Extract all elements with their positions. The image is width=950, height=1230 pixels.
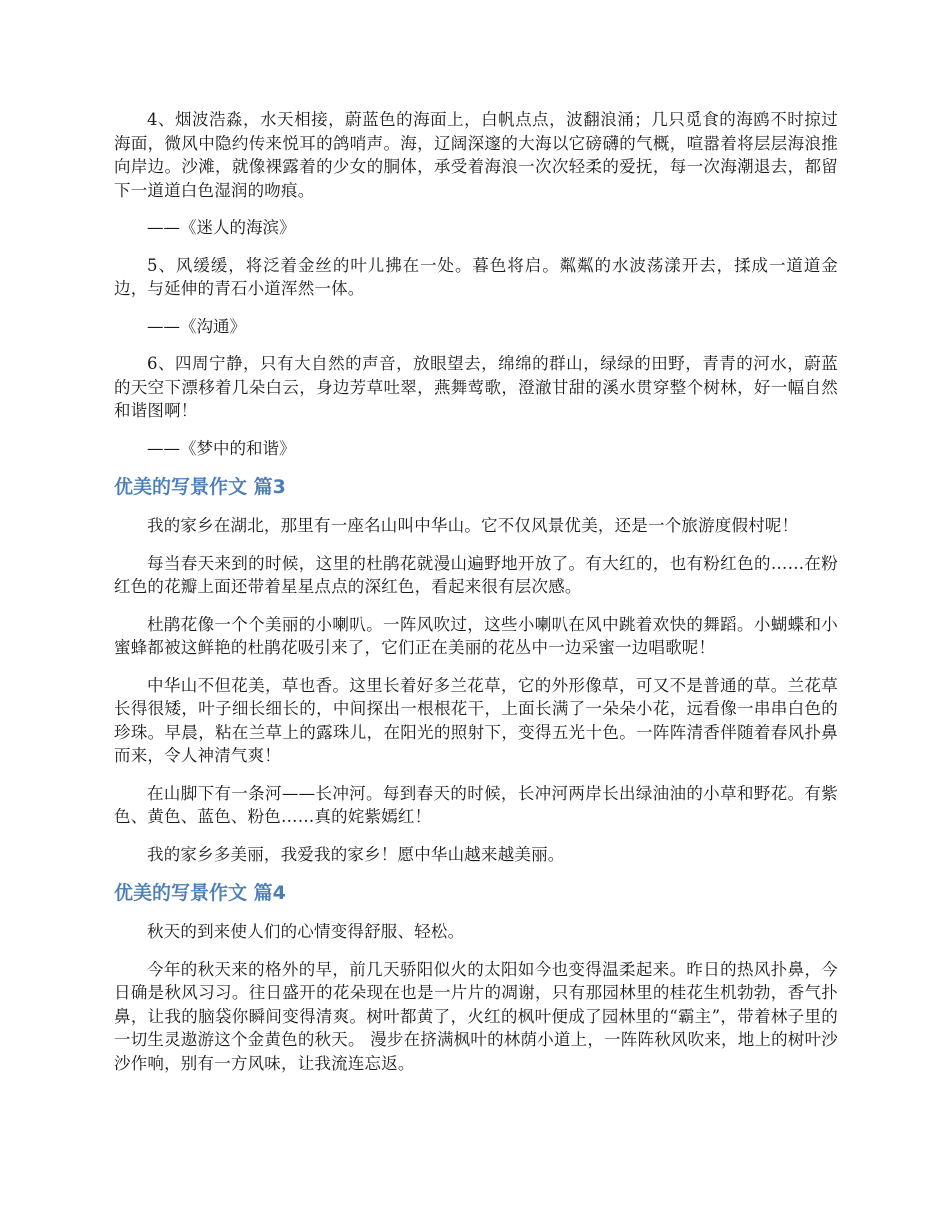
paragraph: 我的家乡在湖北，那里有一座名山叫中华山。它不仅风景优美，还是一个旅游度假村呢！: [147, 516, 799, 535]
paragraph: 杜鹃花像一个个美丽的小喇叭。一阵风吹过，这些小喇叭在风中跳着欢快的舞蹈。小蝴蝶和小蜜蜂都被这鲜艳的杜鹃花吸引来了，它们正在美丽的花丛中一边采蜜一边唱歌呢！: [114, 614, 838, 657]
source-line: ——《梦中的和谐》: [147, 438, 296, 458]
section-heading-4: 优美的写景作文 篇4: [114, 882, 286, 904]
paragraph: 秋天的到来使人们的心情变得舒服、轻松。: [147, 922, 465, 941]
paragraph: 每当春天来到的时候，这里的杜鹃花就漫山遍野地开放了。有大红的，也有粉红色的……在粉红色的花瓣上面还带着星星点点的深红色，看起来很有层次感。: [114, 553, 838, 596]
paragraph-4: 4、烟波浩淼，水天相接，蔚蓝色的海面上，白帆点点，波翻浪涌；几只觅食的海鸥不时掠过海面，微风中隐约传来悦耳的鸽哨声。海，辽阔深邃的大海以它磅礴的气概，喧嚣着将层层海浪推向岸边。沙滩，就像裸露着的少女的胴体，承受着海浪一次次轻柔的爱抚，每一次海潮退去，都留下一道道白色湿润的吻痕。: [114, 110, 838, 200]
paragraph-6: 6、四周宁静，只有大自然的声音，放眼望去，绵绵的群山，绿绿的田野，青青的河水，蔚蓝的天空下漂移着几朵白云，身边芳草吐翠，燕舞莺歌，澄澈甘甜的溪水贯穿整个树林，好一幅自然和谐图啊！: [114, 354, 838, 420]
paragraph: 今年的秋天来的格外的早，前几天骄阳似火的太阳如今也变得温柔起来。昨日的热风扑鼻，今日确是秋风习习。往日盛开的花朵现在也是一片片的凋谢，只有那园林里的桂花生机勃勃，香气扑鼻，让我的脑袋你瞬间变得清爽。树叶都黄了，火红的枫叶便成了园林里的“霸主”，带着林子里的一切生灵遨游这个金黄色的秋天。 漫步在挤满枫叶的林荫小道上，一阵阵秋风吹来，地上的树叶沙沙作响，别有一方风味，让我流连忘返。: [114, 959, 838, 1073]
paragraph: 在山脚下有一条河——长冲河。每到春天的时候，长冲河两岸长出绿油油的小草和野花。有紫色、黄色、蓝色、粉色……真的姹紫嫣红！: [114, 783, 838, 826]
paragraph: 中华山不但花美，草也香。这里长着好多兰花草，它的外形像草，可又不是普通的草。兰花草长得很矮，叶子细长细长的，中间探出一根根花干，上面长满了一朵朵小花，远看像一串串白色的珍珠。早晨，粘在兰草上的露珠儿，在阳光的照射下，变得五光十色。一阵阵清香伴随着春风扑鼻而来，令人神清气爽！: [114, 675, 838, 765]
section-heading-3: 优美的写景作文 篇3: [114, 476, 286, 498]
source-line: ——《迷人的海滨》: [147, 218, 296, 237]
source-line: ——《沟通》: [147, 316, 246, 336]
paragraph-5: 5、风缓缓，将泛着金丝的叶儿拂在一处。暮色将启。粼粼的水波荡漾开去，揉成一道道金边，与延伸的青石小道浑然一体。: [114, 255, 838, 298]
paragraph: 我的家乡多美丽，我爱我的家乡！愿中华山越来越美丽。: [147, 844, 565, 864]
